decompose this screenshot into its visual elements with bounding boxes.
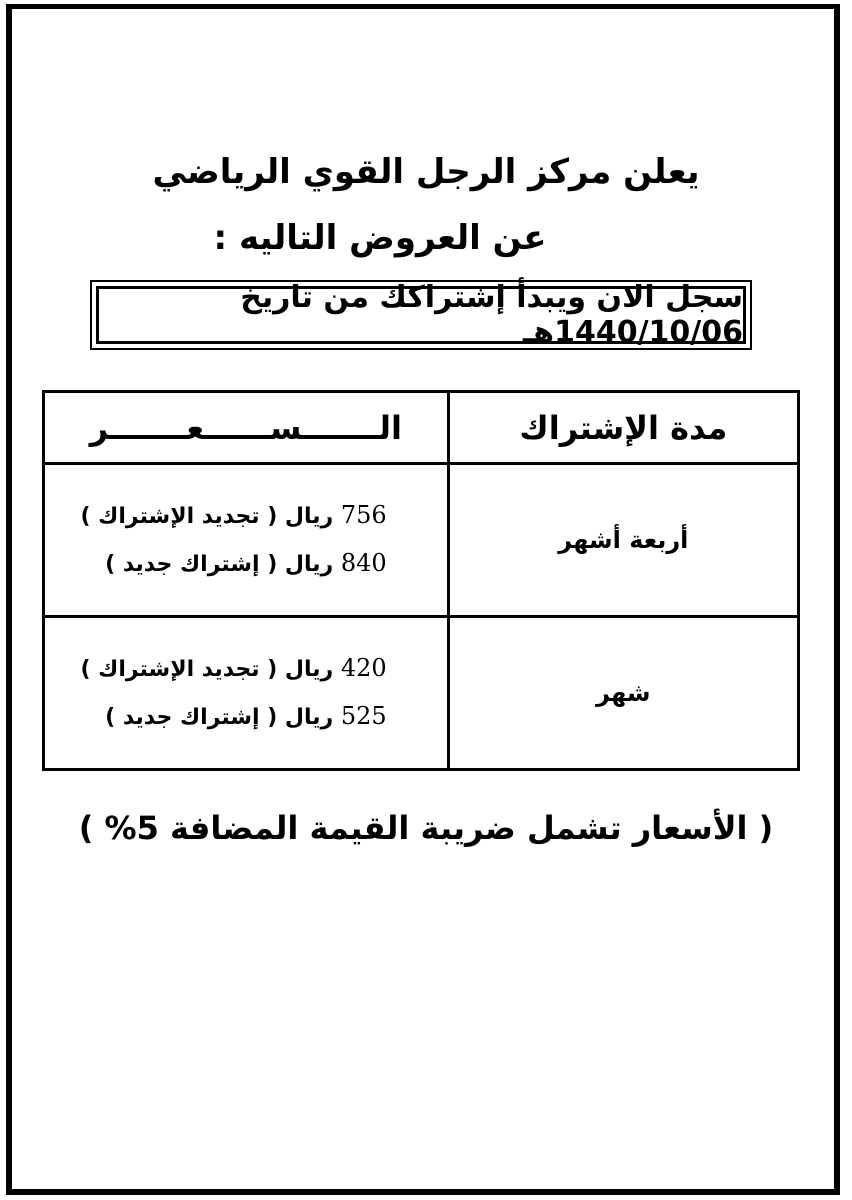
price-label: ريال ( تجديد الإشتراك ) <box>80 657 334 682</box>
duration-one-month: شهر <box>448 617 798 770</box>
registration-banner <box>90 280 752 350</box>
price-amount: 525 <box>340 702 387 730</box>
table-row <box>44 464 799 617</box>
table-header-row <box>44 392 799 464</box>
price-label: ريال ( إشتراك جديد ) <box>105 705 334 730</box>
announcement-subtitle: عن العروض التاليه : <box>213 218 547 258</box>
announcement-title: يعلن مركز الرجل القوي الرياضي <box>152 152 700 192</box>
price-amount: 756 <box>340 501 387 529</box>
price-line <box>45 545 387 583</box>
registration-banner-text: سجل الان ويبدأ إشتراكك من تاريخ 1440/10/06هـ <box>96 286 746 344</box>
price-line <box>45 698 387 736</box>
offers-table <box>42 390 800 771</box>
price-amount: 420 <box>340 654 387 682</box>
price-amount: 840 <box>340 549 387 577</box>
price-label: ريال ( تجديد الإشتراك ) <box>80 504 334 529</box>
price-cell <box>44 617 449 770</box>
price-line <box>45 497 387 535</box>
header-price: الـــــــســــــعـــــــر <box>44 392 449 464</box>
price-cell <box>44 464 449 617</box>
price-line <box>45 650 387 688</box>
header-duration: مدة الإشتراك <box>448 392 798 464</box>
duration-four-months: أربعة أشهر <box>448 464 798 617</box>
tax-note: ( الأسعار تشمل ضريبة القيمة المضافة 5% ) <box>78 809 774 847</box>
price-label: ريال ( إشتراك جديد ) <box>105 552 334 577</box>
table-row <box>44 617 799 770</box>
